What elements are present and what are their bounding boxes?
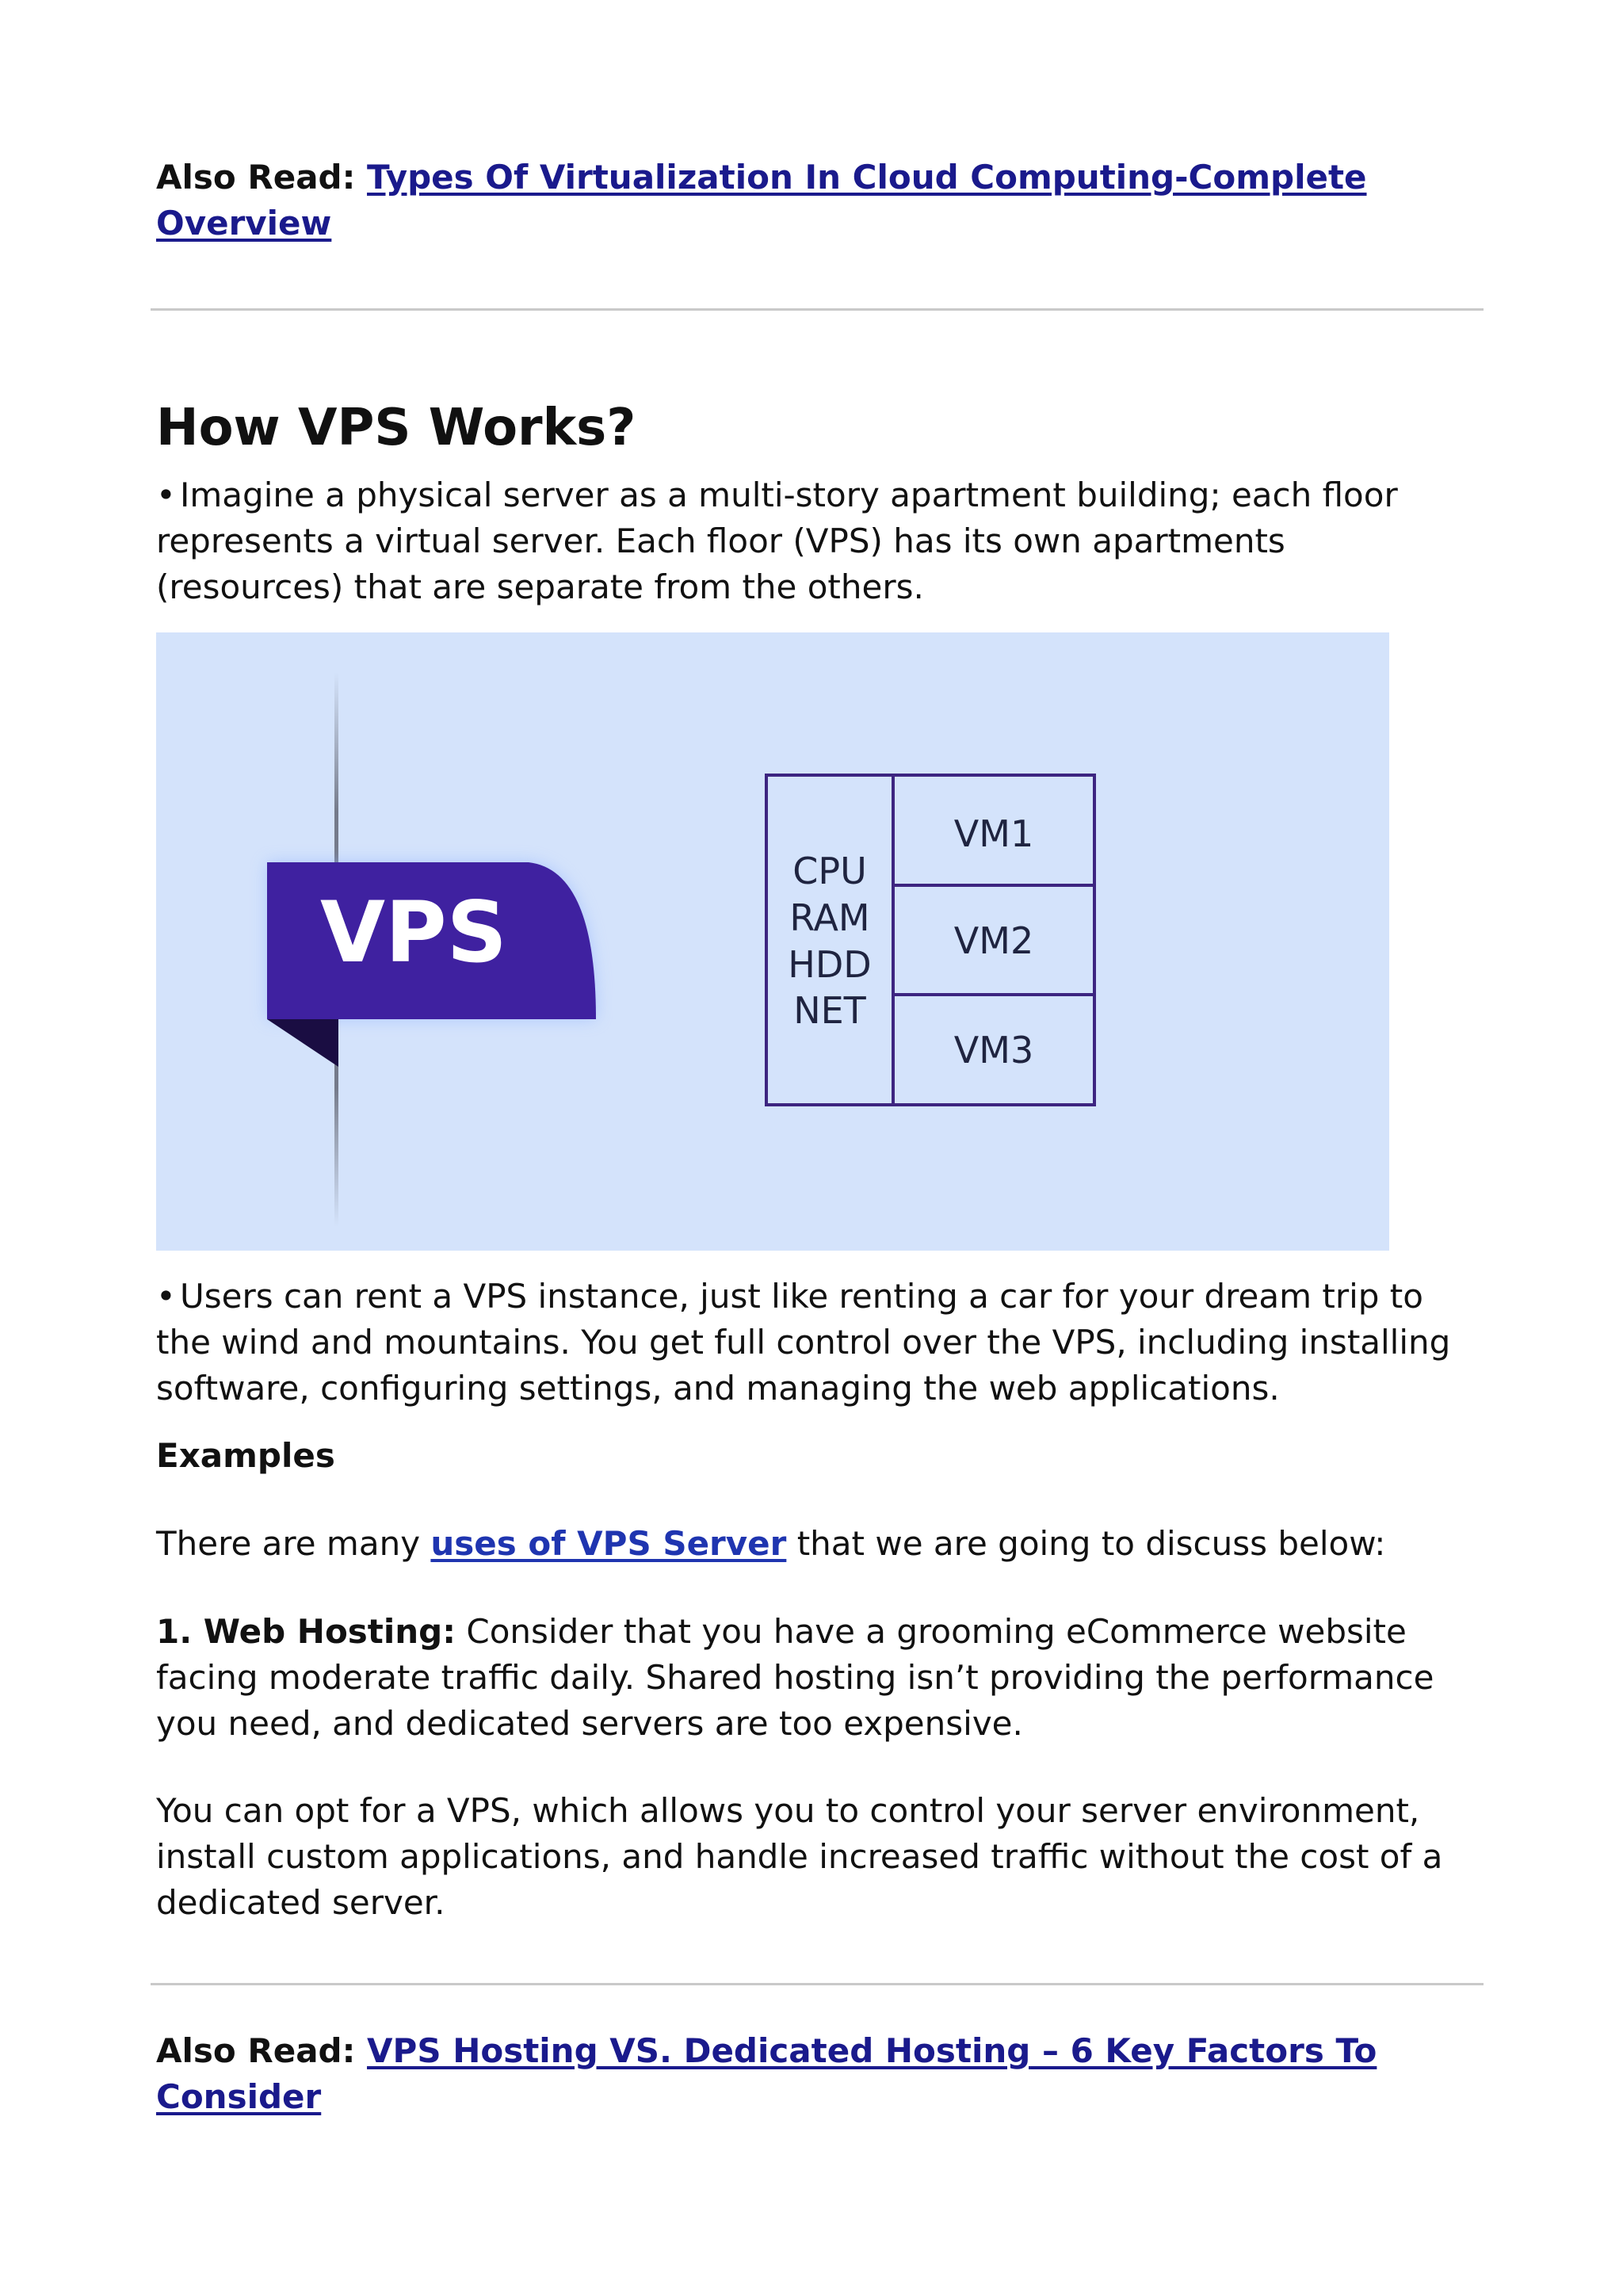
vps-diagram-image xyxy=(156,632,1389,1251)
vps-badge-label: VPS xyxy=(319,884,508,981)
resource-label-hdd: HDD xyxy=(788,943,872,986)
examples-intro-before: There are many xyxy=(156,1524,421,1563)
vps-option-paragraph xyxy=(156,1788,1487,1926)
web-hosting-line-2: facing moderate traffic daily. Shared hosting isn’t providing the performance xyxy=(156,1658,1434,1697)
bullet-1-line-3: (resources) that are separate from the others. xyxy=(156,567,924,606)
also-read-link-vps-vs-dedicated[interactable]: VPS Hosting VS. Dedicated Hosting – 6 Key Factors To Consider xyxy=(156,2031,1377,2116)
bullet-1-line-2: represents a virtual server. Each floor (VPS) has its own apartments xyxy=(156,521,1285,560)
uses-of-vps-link[interactable]: uses of VPS Server xyxy=(430,1524,787,1563)
bullet-paragraph-2 xyxy=(156,1274,1487,1412)
web-hosting-paragraph xyxy=(156,1609,1487,1747)
web-hosting-line-3: you need, and dedicated servers are too expensive. xyxy=(156,1704,1023,1743)
examples-block xyxy=(156,1433,1487,1479)
also-read-top xyxy=(156,155,1487,246)
bullet-1-line-1: Imagine a physical server as a multi-story apartment building; each floor xyxy=(180,476,1398,514)
vps-diagram xyxy=(156,632,1389,1251)
bullet-icon: • xyxy=(156,476,176,514)
server-box xyxy=(766,775,1094,1105)
divider-top xyxy=(151,308,1484,311)
web-hosting-label: 1. Web Hosting: xyxy=(156,1612,456,1651)
resource-label-cpu: CPU xyxy=(792,850,867,892)
vps-option-line-3: dedicated server. xyxy=(156,1883,445,1922)
section-title: How VPS Works? xyxy=(156,399,636,457)
examples-intro-after: that we are going to discuss below: xyxy=(796,1524,1386,1563)
vm2-label: VM2 xyxy=(953,919,1034,962)
badge-fold xyxy=(267,1019,338,1067)
bullet-paragraph-1 xyxy=(156,472,1487,610)
also-read-link-virtualization[interactable]: Types Of Virtualization In Cloud Computing-Complete Overview xyxy=(156,158,1367,243)
examples-intro xyxy=(156,1521,1487,1567)
also-read-bottom xyxy=(156,2028,1487,2120)
bullet-icon: • xyxy=(156,1277,176,1316)
resource-label-ram: RAM xyxy=(789,896,870,939)
vm3-label: VM3 xyxy=(953,1029,1034,1072)
vm1-label: VM1 xyxy=(953,812,1034,855)
web-hosting-line-1: Consider that you have a grooming eCommerce website xyxy=(466,1612,1407,1651)
also-read-label: Also Read: xyxy=(156,2031,356,2070)
resource-label-net: NET xyxy=(793,989,866,1032)
also-read-label: Also Read: xyxy=(156,158,356,197)
vps-option-line-2: install custom applications, and handle increased traffic without the cost of a xyxy=(156,1837,1443,1876)
bullet-2-line-1: Users can rent a VPS instance, just like renting a car for your dream trip to xyxy=(180,1277,1423,1316)
bullet-2-line-2: the wind and mountains. You get full control over the VPS, including installing xyxy=(156,1323,1451,1362)
examples-heading: Examples xyxy=(156,1436,335,1475)
bullet-2-line-3: software, configuring settings, and managing the web applications. xyxy=(156,1369,1280,1408)
divider-bottom xyxy=(151,1983,1484,1985)
vps-option-line-1: You can opt for a VPS, which allows you to control your server environment, xyxy=(156,1791,1420,1830)
